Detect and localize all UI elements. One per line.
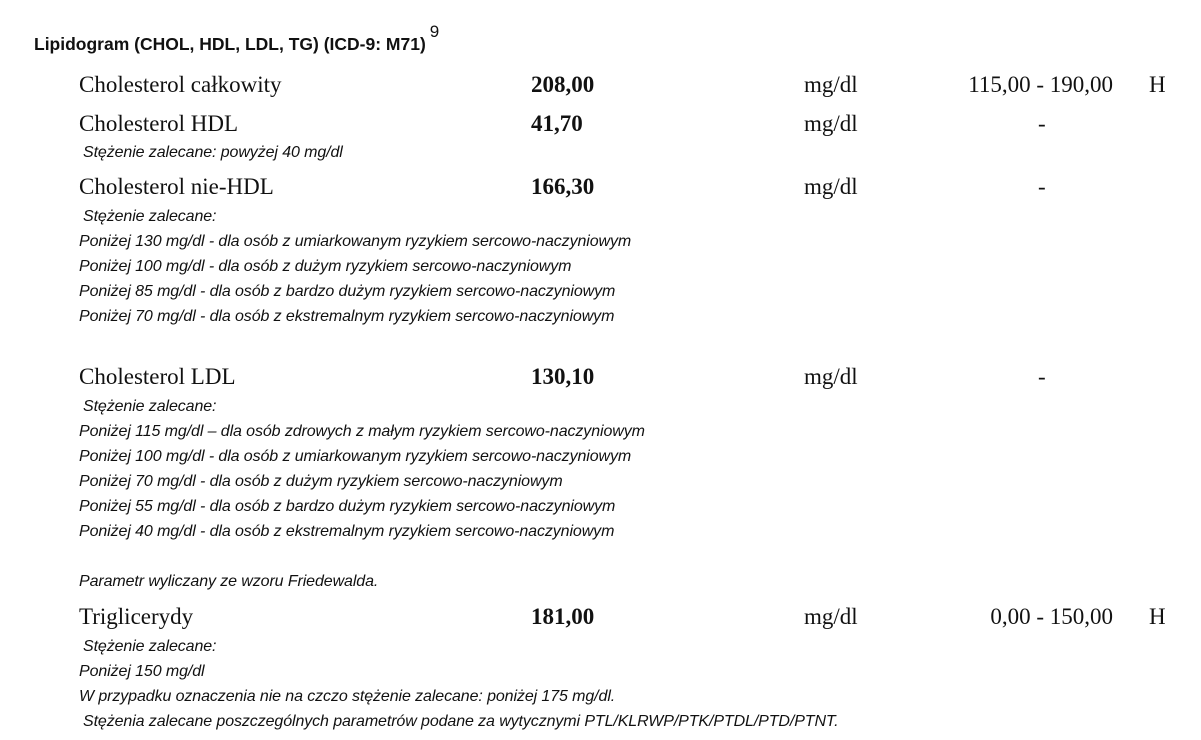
recommendation-note: Poniżej 100 mg/dl - dla osób z dużym ryzykiem sercowo-naczyniowym	[79, 258, 572, 275]
recommendation-note: Poniżej 150 mg/dl	[79, 663, 205, 680]
test-unit: mg/dl	[804, 72, 858, 97]
guidelines-source-note: Stężenia zalecane poszczególnych parametrów podane za wytycznymi PTL/KLRWP/PTK/PTDL/PTD/PTNT.	[83, 713, 839, 730]
result-row-total-cholesterol	[0, 72, 1201, 100]
footnote-marker: 9	[429, 22, 440, 41]
test-name: Cholesterol nie-HDL	[79, 174, 274, 199]
panel-title-text: Lipidogram (CHOL, HDL, LDL, TG) (ICD-9: M71)	[34, 33, 426, 54]
recommendation-note: Poniżej 70 mg/dl - dla osób z ekstremalnym ryzykiem sercowo-naczyniowym	[79, 308, 615, 325]
test-value: 130,10	[531, 364, 595, 389]
test-name: Cholesterol HDL	[79, 111, 239, 136]
recommendation-heading: Stężenie zalecane:	[83, 638, 217, 655]
recommendation-note: Poniżej 130 mg/dl - dla osób z umiarkowanym ryzykiem sercowo-naczyniowym	[79, 233, 632, 250]
test-unit: mg/dl	[804, 604, 858, 629]
result-row-triglycerides	[0, 604, 1201, 632]
high-flag: H	[1149, 72, 1166, 97]
result-row-non-hdl	[0, 174, 1201, 202]
recommendation-note: Stężenie zalecane: powyżej 40 mg/dl	[83, 144, 343, 161]
reference-range: 0,00 - 150,00	[990, 604, 1113, 629]
reference-range: 115,00 - 190,00	[968, 72, 1113, 97]
reference-range: -	[1038, 364, 1046, 389]
recommendation-note: Poniżej 85 mg/dl - dla osób z bardzo dużym ryzykiem sercowo-naczyniowym	[79, 283, 616, 300]
test-value: 208,00	[531, 72, 595, 97]
calculation-method-note: Parametr wyliczany ze wzoru Friedewalda.	[79, 573, 379, 590]
test-value: 41,70	[531, 111, 583, 136]
panel-title	[34, 22, 440, 55]
recommendation-note: Poniżej 70 mg/dl - dla osób z dużym ryzykiem sercowo-naczyniowym	[79, 473, 563, 490]
recommendation-note: Poniżej 100 mg/dl - dla osób z umiarkowanym ryzykiem sercowo-naczyniowym	[79, 448, 632, 465]
test-unit: mg/dl	[804, 364, 858, 389]
test-value: 181,00	[531, 604, 595, 629]
test-name: Triglicerydy	[79, 604, 194, 629]
test-name: Cholesterol całkowity	[79, 72, 282, 97]
test-value: 166,30	[531, 174, 595, 199]
recommendation-note: Poniżej 115 mg/dl – dla osób zdrowych z małym ryzykiem sercowo-naczyniowym	[79, 423, 645, 440]
result-row-ldl	[0, 364, 1201, 392]
reference-range: -	[1038, 174, 1046, 199]
reference-range: -	[1038, 111, 1046, 136]
recommendation-note: W przypadku oznaczenia nie na czczo stężenie zalecane: poniżej 175 mg/dl.	[79, 688, 616, 705]
recommendation-heading: Stężenie zalecane:	[83, 208, 217, 225]
result-row-hdl	[0, 111, 1201, 139]
test-unit: mg/dl	[804, 174, 858, 199]
high-flag: H	[1149, 604, 1166, 629]
recommendation-note: Poniżej 40 mg/dl - dla osób z ekstremalnym ryzykiem sercowo-naczyniowym	[79, 523, 615, 540]
recommendation-note: Poniżej 55 mg/dl - dla osób z bardzo dużym ryzykiem sercowo-naczyniowym	[79, 498, 616, 515]
test-name: Cholesterol LDL	[79, 364, 236, 389]
recommendation-heading: Stężenie zalecane:	[83, 398, 217, 415]
test-unit: mg/dl	[804, 111, 858, 136]
